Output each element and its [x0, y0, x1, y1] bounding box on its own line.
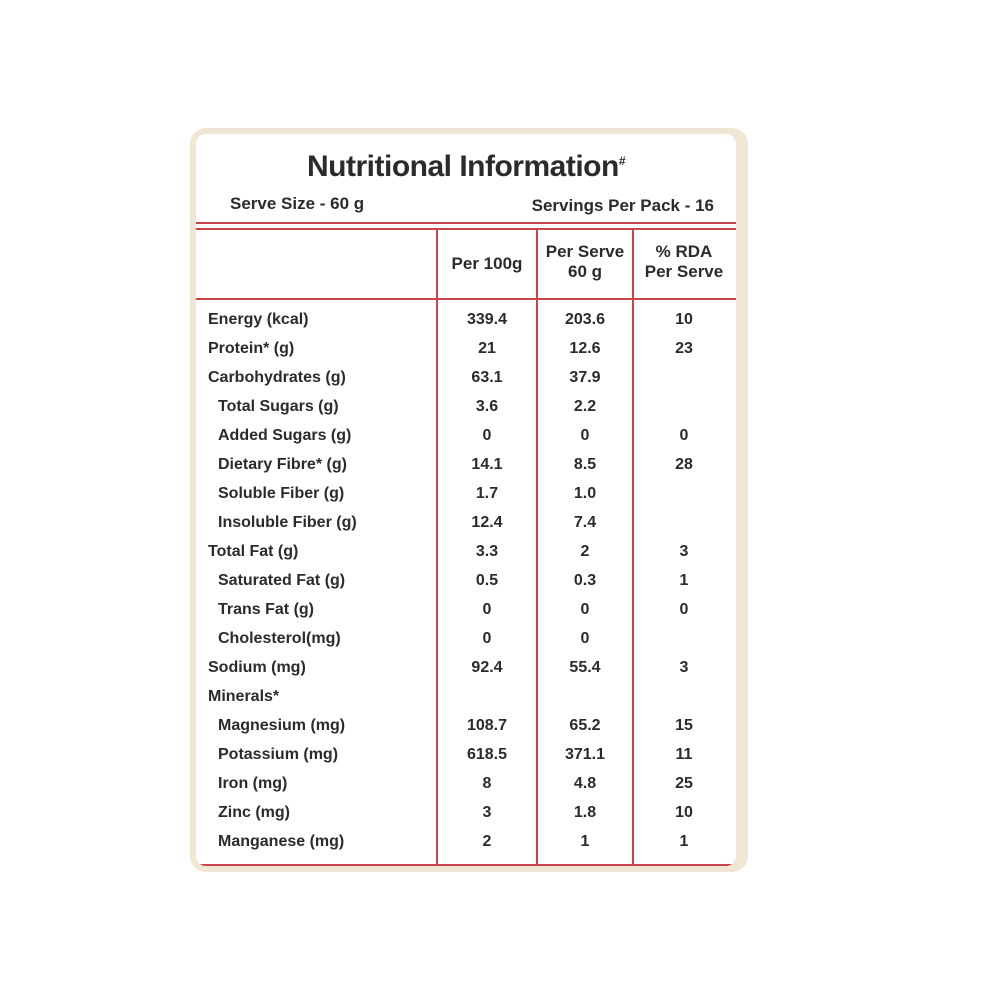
table-row [196, 654, 736, 682]
value-per-serve: 8.5 [573, 456, 597, 473]
value-per-100g: 3 [482, 804, 492, 821]
value-per-100g: 3.6 [475, 398, 499, 415]
value-per-serve: 1.0 [573, 485, 597, 502]
value-rda: 11 [675, 746, 693, 763]
value-per-100g: 92.4 [471, 659, 503, 676]
nutrient-name: Manganese (mg) [218, 833, 345, 850]
value-rda: 3 [679, 659, 689, 676]
value-per-serve: 12.6 [569, 340, 601, 357]
table-row [196, 683, 736, 711]
rule-bottom [196, 864, 736, 866]
nutrient-name: Total Fat (g) [208, 543, 299, 560]
table-row [196, 567, 736, 595]
nutrient-name: Iron (mg) [218, 775, 288, 792]
nutrient-name: Sodium (mg) [208, 659, 306, 676]
rule-header-top [196, 228, 736, 230]
table-row [196, 538, 736, 566]
value-rda: 28 [675, 456, 693, 473]
value-per-serve: 37.9 [569, 369, 601, 386]
rule-top [196, 222, 736, 224]
value-per-100g: 0 [482, 427, 492, 444]
value-per-serve: 203.6 [564, 311, 606, 328]
nutrient-name: Total Sugars (g) [218, 398, 339, 415]
value-per-serve: 0.3 [573, 572, 597, 589]
value-per-serve: 65.2 [569, 717, 601, 734]
title-footnote-mark: # [618, 154, 625, 168]
nutrition-label-card [190, 128, 748, 872]
nutrient-name: Soluble Fiber (g) [218, 485, 345, 502]
value-per-serve: 1.8 [573, 804, 597, 821]
table-row [196, 799, 736, 827]
value-per-serve: 1 [580, 833, 590, 850]
table-row [196, 828, 736, 856]
table-row [196, 306, 736, 334]
value-per-100g: 0 [482, 601, 492, 618]
value-per-100g: 8 [482, 775, 492, 792]
value-rda: 10 [675, 804, 693, 821]
value-per-100g: 0.5 [475, 572, 499, 589]
value-per-100g: 339.4 [466, 311, 508, 328]
nutrient-name: Magnesium (mg) [218, 717, 346, 734]
table-row [196, 422, 736, 450]
value-per-100g: 63.1 [471, 369, 503, 386]
table-row [196, 712, 736, 740]
nutrient-name: Added Sugars (g) [218, 427, 352, 444]
nutrient-name: Zinc (mg) [218, 804, 290, 821]
value-per-serve: 7.4 [573, 514, 597, 531]
value-rda: 10 [675, 311, 693, 328]
value-per-serve: 0 [580, 601, 590, 618]
nutrient-name: Carbohydrates (g) [208, 369, 346, 386]
value-per-100g: 12.4 [471, 514, 503, 531]
nutrient-name: Insoluble Fiber (g) [218, 514, 357, 531]
value-per-serve: 2 [580, 543, 590, 560]
column-header-per-100g: Per 100g [451, 254, 523, 273]
table-row [196, 741, 736, 769]
nutrition-label-panel [196, 134, 736, 866]
value-per-serve: 2.2 [573, 398, 597, 415]
value-per-100g: 1.7 [475, 485, 499, 502]
value-per-serve: 0 [580, 630, 590, 647]
value-per-100g: 618.5 [466, 746, 508, 763]
table-row [196, 451, 736, 479]
value-rda: 1 [679, 572, 689, 589]
nutrient-name: Dietary Fibre* (g) [218, 456, 347, 473]
serve-size: Serve Size - 60 g [230, 194, 365, 213]
table-row [196, 509, 736, 537]
value-per-100g: 21 [478, 340, 496, 357]
value-per-100g: 14.1 [471, 456, 503, 473]
value-per-serve: 371.1 [564, 746, 606, 763]
table-row [196, 393, 736, 421]
nutrient-name: Saturated Fat (g) [218, 572, 346, 589]
value-rda: 0 [679, 427, 689, 444]
table-row [196, 770, 736, 798]
value-rda: 3 [679, 543, 689, 560]
table-row [196, 335, 736, 363]
label-title [196, 150, 736, 184]
value-rda: 23 [675, 340, 693, 357]
value-per-serve: 0 [580, 427, 590, 444]
value-per-100g: 0 [482, 630, 492, 647]
nutrient-name: Minerals* [208, 688, 280, 705]
rule-header-bottom [196, 298, 736, 300]
value-per-100g: 108.7 [466, 717, 508, 734]
nutrient-name: Cholesterol(mg) [218, 630, 341, 647]
value-rda: 0 [679, 601, 689, 618]
nutrient-name: Protein* (g) [208, 340, 295, 357]
title-text: Nutritional Information [307, 150, 619, 183]
table-row [196, 596, 736, 624]
value-per-100g: 2 [482, 833, 492, 850]
value-per-100g: 3.3 [475, 543, 499, 560]
table-row [196, 364, 736, 392]
servings-per-pack: Servings Per Pack - 16 [531, 196, 714, 215]
value-per-serve: 4.8 [573, 775, 597, 792]
nutrient-name: Energy (kcal) [208, 311, 309, 328]
value-per-serve: 55.4 [569, 659, 601, 676]
table-row [196, 625, 736, 653]
value-rda: 25 [675, 775, 693, 792]
nutrient-name: Trans Fat (g) [218, 601, 315, 618]
table-row [196, 480, 736, 508]
column-header-rda: % RDA Per Serve [644, 242, 724, 281]
value-rda: 15 [675, 717, 693, 734]
nutrient-name: Potassium (mg) [218, 746, 339, 763]
column-header-per-serve: Per Serve 60 g [545, 242, 625, 281]
value-rda: 1 [679, 833, 689, 850]
